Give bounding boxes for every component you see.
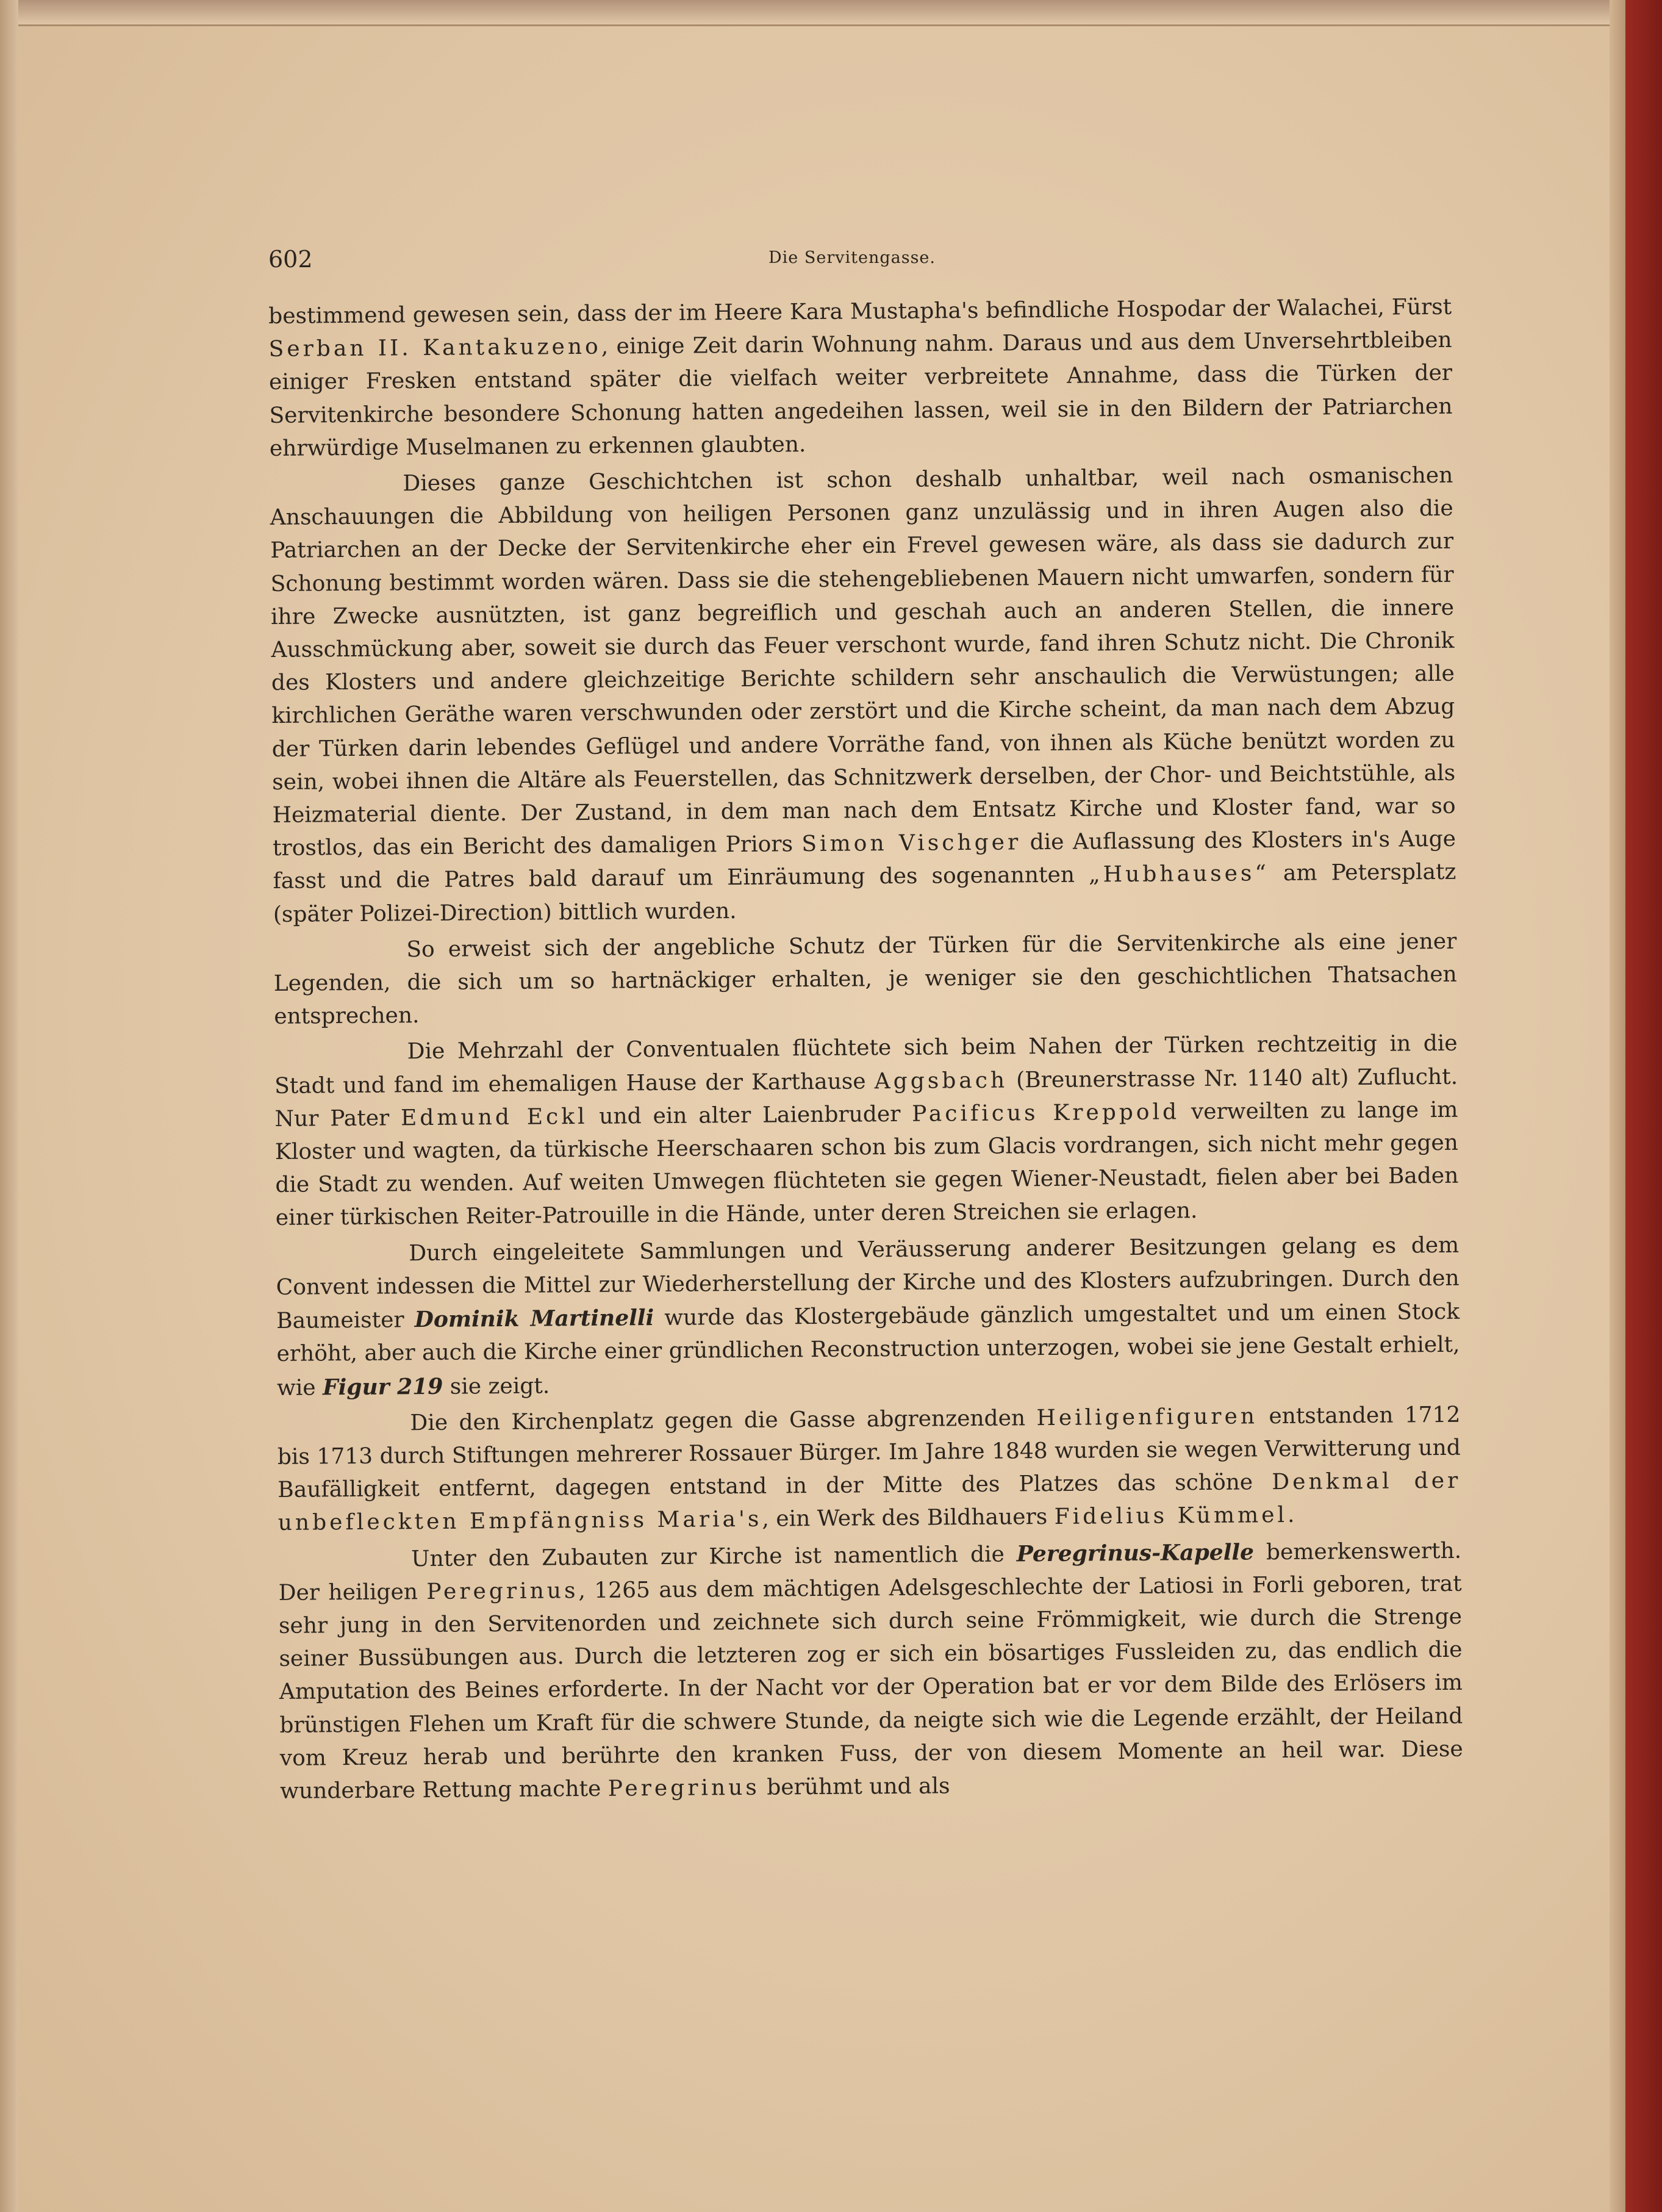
text-run: die Auflassung des Klosters in's Auge fasst und die Patres bald darauf um Einräumung des sogenannten xyxy=(273,826,1456,894)
spaced-name: Peregrinus xyxy=(426,1578,579,1604)
body-text xyxy=(268,291,1463,1808)
spaced-name: Fidelius Kümmel xyxy=(1054,1503,1288,1530)
text-run: wurde das Klostergebäude gänzlich umgestaltet und um einen Stock erhöht, aber auch die Kirche einer gründlichen Reconstruction unterzogen, wobei sie jene Gestalt erhielt, wie xyxy=(276,1299,1460,1401)
spaced-name: Simon Vischger xyxy=(801,830,1022,857)
text-run: verweilten zu lange im Kloster und wagten, da türkische Heerschaaren schon bis zum Glacis vordrangen, sich nicht mehr gegen die Stadt zu wenden. Auf weiten Umwegen flüchteten sie gegen Wiener-Neustadt, fielen aber bei Baden einer türkischen Reiter-Patrouille in die Hände, unter deren Streichen sie erlagen. xyxy=(274,1097,1459,1231)
spaced-name: Edmund Eckl xyxy=(400,1104,588,1131)
text-run: , ein Werk des Bildhauers xyxy=(762,1504,1055,1532)
text-run: entstanden 1712 bis 1713 durch Stiftungen mehrerer Rossauer Bürger. Im Jahre 1848 wurden sie wegen Verwitterung und Baufälligkeit entfernt, dagegen entstand in der Mitte des Platzes das schöne xyxy=(277,1402,1461,1503)
text-run: , 1265 aus dem mächtigen Adelsgeschlechte der Latiosi in Forli geboren, trat sehr jung in den Servitenorden und zeichnete sich durch seine Frömmigkeit, wie durch die Strenge seiner Bussübungen aus. Durch die letzteren zog er sich ein bösartiges Fussleiden zu, das endlich die Amputation des Beines erforderte. In der Nacht vor der Operation bat er vor dem Bilde des Erlösers im brünstigen Flehen um Kraft für die schwere Stunde, da neigte sich wie die Legende erzählt, der Heiland vom Kreuz herab und berührte den kranken Fuss, der von diesem Momente an heil war. Diese wunderbare Rettung machte xyxy=(278,1571,1463,1804)
paragraph-4 xyxy=(274,1027,1458,1235)
text-run: berühmt und als xyxy=(759,1773,950,1800)
spaced-name: Aggsbach xyxy=(874,1068,1008,1094)
text-run: Dieses ganze Geschichtchen ist schon deshalb unhaltbar, weil nach osmanischen Anschauungen die Abbildung von heiligen Personen ganz unzulässig und in ihren Augen also die Patriarchen an der Decke der Servitenkirche eher ein Frevel gewesen wäre, als dass sie dadurch zur Schonung bestimmt worden wären. Dass sie die stehengebliebenen Mauern nicht umwarfen, sondern für ihre Zwecke ausnützten, ist ganz begreiflich und geschah auch an anderen Stellen, die innere Ausschmückung aber, soweit sie durch das Feuer verschont wurde, fand ihren Schutz nicht. Die Chronik des Klosters und andere gleichzeitige Berichte schildern sehr anschaulich die Verwüstungen; alle kirchlichen Geräthe waren verschwunden oder zerstört und die Kirche scheint, da man nach dem Abzug der Türken darin lebendes Geflügel und andere Vorräthe fand, von ihnen als Küche benützt worden zu sein, wobei ihnen die Altäre als Feuerstellen, das Schnitzwerk derselben, der Chor- und Beichtstühle, als Heizmaterial diente. Der Zustand, in dem man nach dem Entsatz Kirche und Kloster fand, war so trostlos, das ein Bericht des damaligen Priors xyxy=(270,462,1456,861)
paragraph-6 xyxy=(277,1398,1461,1540)
book-cover-edge xyxy=(1625,0,1662,2212)
figure-reference: Figur 219 xyxy=(322,1373,443,1400)
text-run: Unter den Zubauten zur Kirche ist namentlich die xyxy=(411,1541,1017,1571)
text-run: . xyxy=(1287,1503,1295,1528)
spaced-name: „Hubhauses“ xyxy=(1088,861,1270,888)
paragraph-7 xyxy=(278,1534,1463,1808)
paragraph-5 xyxy=(276,1229,1460,1404)
text-run: So erweist sich der angebliche Schutz der Türken für die Servitenkirche als eine jener Legenden, die sich um so hartnäckiger erhalten, je weniger sie den geschichtlichen Thatsachen entsprechen. xyxy=(273,928,1457,1030)
text-run: bestimmend gewesen sein, dass der im Heere Kara Mustapha's befindliche Hospodar der Walachei, Fürst xyxy=(268,294,1452,329)
text-run: Die Mehrzahl der Conventualen flüchtete sich beim Nahen der Türken rechtzeitig in die Stadt und fand im ehemaligen Hause der Karthause xyxy=(274,1031,1458,1099)
paragraph-2 xyxy=(270,459,1456,932)
text-run: am Petersplatz (später Polizei-Direction) bittlich wurden. xyxy=(273,860,1456,927)
spaced-name: Heiligenfiguren xyxy=(1036,1404,1258,1431)
fraktur-name: Peregrinus-Kapelle xyxy=(1016,1539,1255,1567)
page-number: 602 xyxy=(268,246,313,273)
text-run: und ein alter Laienbruder xyxy=(587,1101,912,1129)
spaced-name: Serban II. Kantakuzeno xyxy=(268,334,601,362)
page-stack-edge xyxy=(1610,0,1625,2212)
page-binding-edge xyxy=(0,0,18,2212)
running-title: Die Servitengasse. xyxy=(768,248,936,267)
paragraph-1 xyxy=(268,291,1453,465)
spaced-name: Peregrinus xyxy=(607,1775,760,1801)
text-run: Die den Kirchenplatz gegen die Gasse abgrenzenden xyxy=(410,1405,1037,1435)
text-run: sie zeigt. xyxy=(443,1373,550,1399)
paragraph-3 xyxy=(273,925,1457,1034)
page-fold-line xyxy=(0,24,1616,26)
spaced-name: Pacificus Kreppold xyxy=(912,1099,1180,1127)
fraktur-name: Dominik Martinelli xyxy=(414,1305,654,1333)
text-run: bemerkenswerth. Der heiligen xyxy=(278,1538,1462,1606)
page-top-edge xyxy=(0,0,1662,24)
spaced-name: Denkmal der unbefleckten Empfängniss Maria's xyxy=(278,1468,1461,1536)
text-run: (Breunerstrasse Nr. 1140 alt) Zuflucht. Nur Pater xyxy=(274,1064,1458,1132)
text-run: , einige Zeit darin Wohnung nahm. Daraus und aus dem Unversehrtbleiben einiger Fresken entstand später die vielfach weiter verbreitete Annahme, dass die Türken der Servitenkirche besondere Schonung hatten angedeihen lassen, weil sie in den Bildern der Patriarchen ehrwürdige Muselmanen zu erkennen glaubten. xyxy=(268,327,1453,461)
page-header xyxy=(268,241,1464,284)
text-run: Durch eingeleitete Sammlungen und Veräusserung anderer Besitzungen gelang es dem Convent indessen die Mittel zur Wiederherstellung der Kirche und des Klosters aufzubringen. Durch den Baumeister xyxy=(276,1232,1460,1334)
